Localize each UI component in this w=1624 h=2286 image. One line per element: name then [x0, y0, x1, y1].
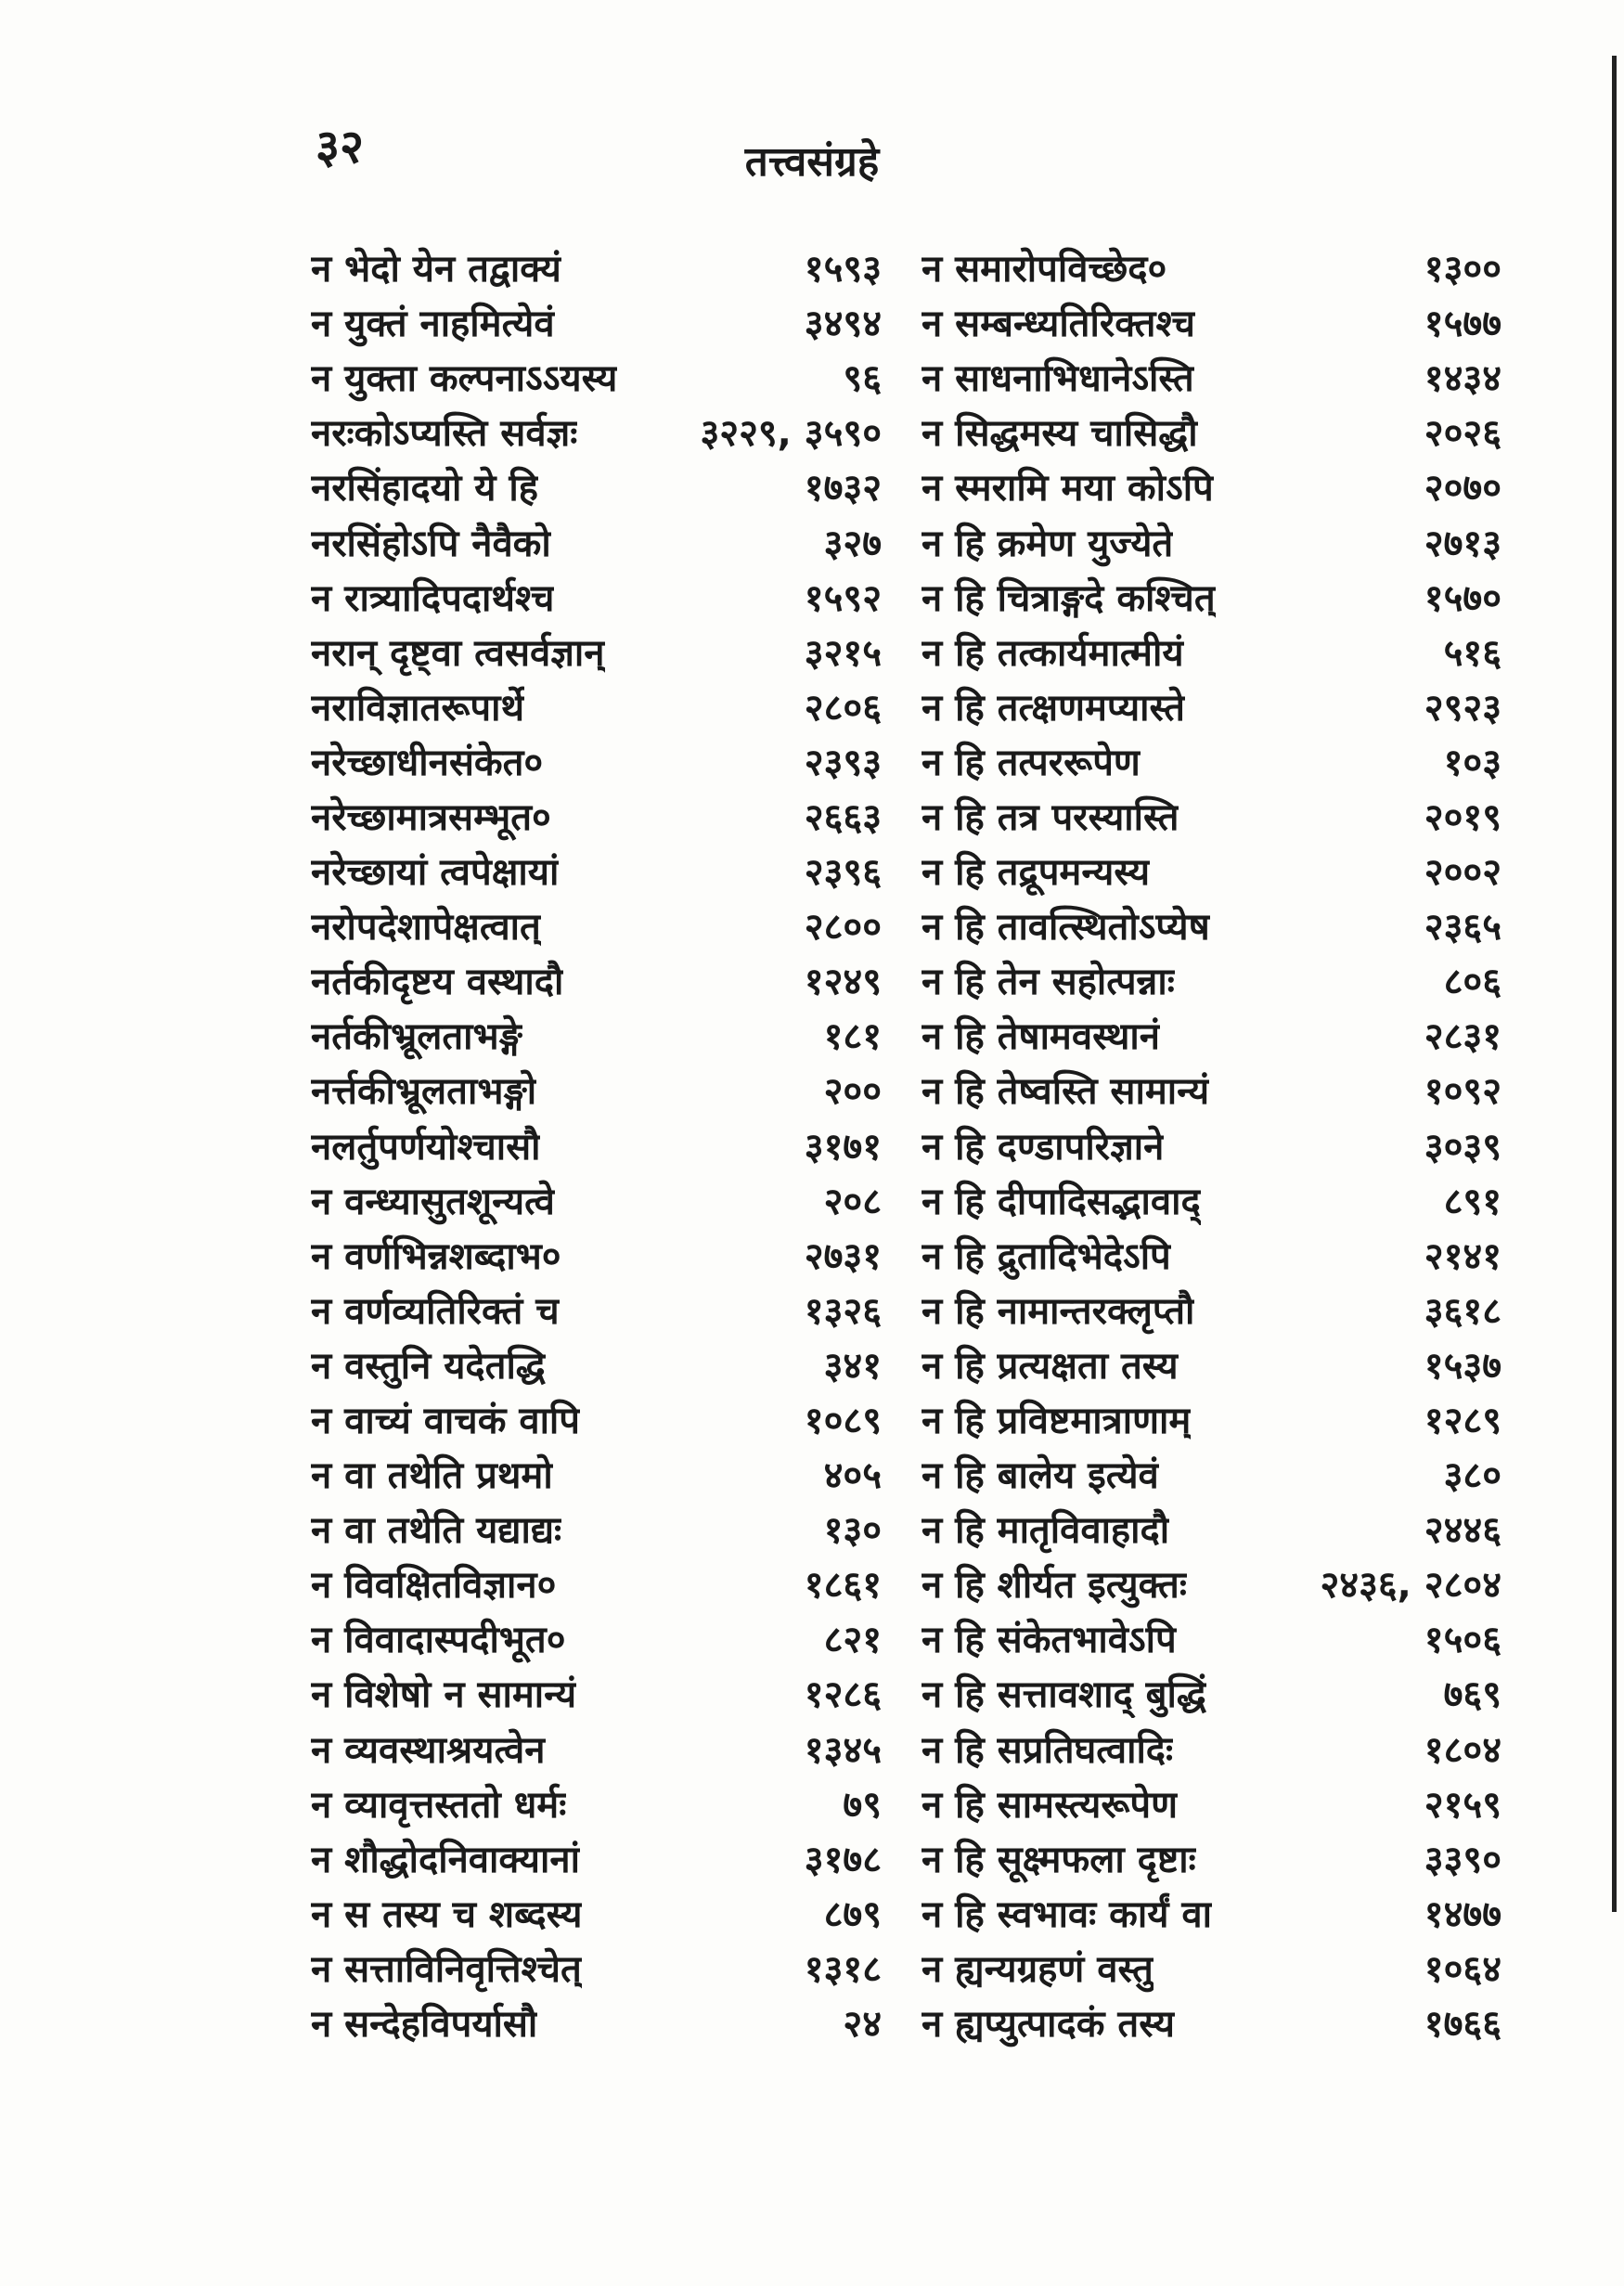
index-entry: [311, 1446, 882, 1501]
entry-verse: न ह्यन्यग्रहणं वस्तु: [922, 1947, 1154, 1991]
entry-verse: नरेच्छामात्रसम्भूत०: [311, 795, 551, 839]
entry-verse-number: ८७९: [823, 1892, 882, 1936]
entry-verse-number: १२४९: [804, 961, 882, 1004]
index-entry: [922, 1172, 1502, 1227]
entry-verse-number: १०६४: [1424, 1947, 1502, 1991]
index-entry: [922, 1940, 1502, 1995]
entry-verse-number: १७३२: [804, 467, 882, 510]
entry-verse-number: १५३७: [1424, 1344, 1502, 1388]
entry-verse: न हि प्रविष्टमात्राणाम्: [922, 1400, 1192, 1443]
index-entry: [311, 1391, 882, 1446]
index-entry: [311, 1227, 882, 1282]
index-entry: [922, 898, 1502, 952]
entry-verse: नरोपदेशापेक्षत्वात्: [311, 906, 541, 949]
entry-verse-number: २३९३: [804, 741, 882, 784]
index-entry: [922, 239, 1502, 294]
index-entry: [311, 1117, 882, 1172]
index-entry: [311, 1721, 882, 1776]
index-entry: [311, 843, 882, 898]
entry-verse: न हि तावत्स्थितोऽप्येष: [922, 906, 1210, 949]
index-entry: [311, 1501, 882, 1556]
entry-verse-number: ७९: [843, 1783, 882, 1827]
index-entry: [922, 1556, 1502, 1610]
index-entry: [922, 1446, 1502, 1501]
entry-verse-number: ८९१: [1443, 1180, 1502, 1223]
entry-verse-number: २००२: [1424, 851, 1502, 895]
entry-verse-number: ३२७: [823, 522, 882, 565]
entry-verse-number: १८१: [823, 1015, 882, 1059]
entry-verse-number: २९२३: [1424, 686, 1502, 730]
entry-verse: न हि प्रत्यक्षता तस्य: [922, 1344, 1179, 1388]
entry-verse: न हि तेष्वस्ति सामान्यं: [922, 1070, 1210, 1114]
entry-verse: नरेच्छाधीनसंकेत०: [311, 741, 544, 784]
entry-verse: न हि स्वभावः कार्यं वा: [922, 1892, 1212, 1936]
entry-verse: न स तस्य च शब्दस्य: [311, 1892, 583, 1936]
index-entry: [922, 1227, 1502, 1282]
entry-verse-number: ८२१: [823, 1619, 882, 1662]
index-entry: [922, 1885, 1502, 1940]
entry-verse-number: १४३४: [1424, 357, 1502, 401]
entry-verse: न सत्ताविनिवृत्तिश्चेत्: [311, 1947, 582, 1991]
entry-verse-number: २०२६: [1424, 412, 1502, 456]
entry-verse: न हि शीर्यत इत्युक्तः: [922, 1564, 1187, 1608]
entry-verse-number: १०३: [1443, 741, 1502, 784]
entry-verse: नरःकोऽप्यस्ति सर्वज्ञः: [311, 412, 578, 456]
index-entry: [922, 569, 1502, 624]
index-entry: [922, 458, 1502, 513]
entry-verse: न शौद्धोदनिवाक्यानां: [311, 1838, 580, 1881]
entry-verse: न हि सामस्त्यरूपेण: [922, 1783, 1179, 1827]
entry-verse-number: ९६: [843, 357, 882, 401]
index-entry: [311, 1007, 882, 1062]
entry-verse-number: १०८९: [804, 1400, 882, 1443]
entry-verse-number: १३००: [1424, 248, 1502, 291]
entry-verse-number: ३१७८: [804, 1838, 882, 1881]
index-entry: [922, 1391, 1502, 1446]
index-entry: [922, 1337, 1502, 1391]
entry-verse: न हि बालेय इत्येवं: [922, 1454, 1159, 1498]
entry-verse: न हि दण्डापरिज्ञाने: [922, 1125, 1165, 1169]
entry-verse: न स्मरामि मया कोऽपि: [922, 467, 1214, 510]
entry-verse-number: १२८६: [804, 1673, 882, 1717]
entry-verse-number: २०७०: [1424, 467, 1502, 510]
entry-verse: न हि तत्र परस्यास्ति: [922, 795, 1179, 839]
entry-verse-number: ३०३९: [1424, 1125, 1502, 1169]
index-entry: [311, 1282, 882, 1337]
entry-verse: न युक्ता कल्पनाऽऽयस्य: [311, 357, 618, 401]
index-entry: [311, 349, 882, 404]
entry-verse-number: ३२२९, ३५९०: [700, 412, 882, 456]
entry-verse: नर्त्तकीभ्रूलताभङ्गो: [311, 1070, 537, 1114]
entry-verse-number: १५७७: [1424, 303, 1502, 346]
entry-verse-number: १२८९: [1424, 1400, 1502, 1443]
entry-verse-number: ७६९: [1443, 1673, 1502, 1717]
entry-verse: नराविज्ञातरूपार्थे: [311, 686, 525, 730]
index-entry: [922, 1995, 1502, 2049]
index-entry: [311, 294, 882, 349]
entry-verse-number: २७१३: [1424, 522, 1502, 565]
index-entry: [922, 1721, 1502, 1776]
entry-verse-number: १५९३: [804, 248, 882, 291]
entry-verse-number: १५०६: [1424, 1619, 1502, 1662]
entry-verse: न हि चित्राङ्गदे कश्चित्: [922, 576, 1216, 620]
index-entry: [311, 239, 882, 294]
entry-verse-number: १३४५: [804, 1728, 882, 1772]
entry-verse-number: १५७०: [1424, 576, 1502, 620]
page-number: ३२: [316, 120, 364, 174]
entry-verse: नलर्तुपर्णयोश्चासौ: [311, 1125, 541, 1169]
entry-verse-number: ३४९४: [804, 303, 882, 346]
entry-verse: न हि सूक्ष्मफला दृष्टाः: [922, 1838, 1196, 1881]
index-entry: [311, 1062, 882, 1117]
entry-verse-number: २००: [823, 1070, 882, 1114]
entry-verse-number: १८०४: [1424, 1728, 1502, 1772]
index-entry: [311, 513, 882, 568]
index-entry: [311, 1830, 882, 1885]
entry-verse: न विशेषो न सामान्यं: [311, 1673, 577, 1717]
entry-verse-number: १४७७: [1424, 1892, 1502, 1936]
entry-verse: न हि मातृविवाहादौ: [922, 1509, 1170, 1553]
entry-verse-number: २८३१: [1424, 1015, 1502, 1059]
entry-verse-number: २४४६: [1424, 1509, 1502, 1553]
entry-verse-number: ३२१५: [804, 631, 882, 675]
index-entry: [311, 1556, 882, 1610]
index-entry: [311, 1776, 882, 1830]
entry-verse: न हि तत्क्षणमप्यास्ते: [922, 686, 1185, 730]
index-entry: [311, 733, 882, 788]
entry-verse: न वाच्यं वाचकं वापि: [311, 1400, 581, 1443]
entry-verse: न व्यावृत्तस्ततो धर्मः: [311, 1783, 567, 1827]
index-entry: [922, 788, 1502, 843]
index-entry: [311, 1885, 882, 1940]
index-entry: [922, 513, 1502, 568]
entry-verse: नरेच्छायां त्वपेक्षायां: [311, 851, 560, 895]
entry-verse: न ह्यप्युत्पादकं तस्य: [922, 2003, 1175, 2047]
index-entry: [922, 404, 1502, 458]
entry-verse-number: १८६१: [804, 1564, 882, 1608]
entry-verse-number: २४३६, २८०४: [1320, 1564, 1502, 1608]
entry-verse-number: ३१७१: [804, 1125, 882, 1169]
index-entry: [311, 952, 882, 1007]
index-entry: [311, 404, 882, 458]
entry-verse: नरसिंहोऽपि नैवैको: [311, 522, 551, 565]
entry-verse: न हि तत्पररूपेण: [922, 741, 1141, 784]
entry-verse-number: १७६६: [1424, 2003, 1502, 2047]
entry-verse: न समारोपविच्छेद०: [922, 248, 1167, 291]
index-entry: [922, 1282, 1502, 1337]
entry-verse: न विवक्षितविज्ञान०: [311, 1564, 557, 1608]
index-entry: [922, 733, 1502, 788]
entry-verse-number: २०८: [823, 1180, 882, 1223]
entry-verse-number: २१४१: [1424, 1234, 1502, 1278]
entry-verse-number: १५९२: [804, 576, 882, 620]
entry-verse: न हि तेन सहोत्पन्नाः: [922, 961, 1175, 1004]
entry-verse-number: ३६१८: [1424, 1289, 1502, 1333]
entry-verse: न हि क्रमेण युज्येते: [922, 522, 1174, 565]
entry-verse-number: १३२६: [804, 1289, 882, 1333]
entry-verse: न वा तथेति यद्याद्यः: [311, 1509, 562, 1553]
entry-verse: न व्यवस्थाश्रयत्वेन: [311, 1728, 546, 1772]
entry-verse: न भेदो येन तद्वाक्यं: [311, 248, 561, 291]
index-entry: [922, 1830, 1502, 1885]
entry-verse-number: १३०: [823, 1509, 882, 1553]
entry-verse-number: १०९२: [1424, 1070, 1502, 1114]
entry-verse: नर्तकीदृष्टय वस्थादौ: [311, 961, 564, 1004]
entry-verse-number: ५१६: [1443, 631, 1502, 675]
entry-verse: नर्तकीभ्रूलताभङ्गे: [311, 1015, 522, 1059]
index-entry: [311, 898, 882, 952]
index-entry: [311, 458, 882, 513]
entry-verse: न सिद्धमस्य चासिद्धौ: [922, 412, 1198, 456]
entry-verse: न सन्देहविपर्यासौ: [311, 2003, 538, 2047]
entry-verse: न वन्ध्यासुतशून्यत्वे: [311, 1180, 555, 1223]
entry-verse: न वस्तुनि यदेतद्धि: [311, 1344, 546, 1388]
entry-verse-number: २०१९: [1424, 795, 1502, 839]
index-entry: [922, 1007, 1502, 1062]
index-entry: [311, 1337, 882, 1391]
entry-verse: न साधनाभिधानेऽस्ति: [922, 357, 1194, 401]
entry-verse: न वर्णव्यतिरिक्तं च: [311, 1289, 560, 1333]
entry-verse: न हि नामान्तरक्लृप्तौ: [922, 1289, 1195, 1333]
entry-verse-number: ८०६: [1443, 961, 1502, 1004]
entry-verse: न सम्बन्ध्यतिरिक्तश्च: [922, 303, 1195, 346]
index-entry: [311, 624, 882, 678]
index-entry: [922, 294, 1502, 349]
entry-verse-number: ३८०: [1443, 1454, 1502, 1498]
entry-verse-number: २३६५: [1424, 906, 1502, 949]
entry-verse-number: २४: [843, 2003, 882, 2047]
entry-verse-number: २८००: [804, 906, 882, 949]
entry-verse: नरसिंहादयो ये हि: [311, 467, 539, 510]
entry-verse: न हि द्रुतादिभेदेऽपि: [922, 1234, 1171, 1278]
index-entry: [311, 1172, 882, 1227]
entry-verse: न हि सप्रतिघत्वादिः: [922, 1728, 1174, 1772]
entry-verse-number: २१५९: [1424, 1783, 1502, 1827]
entry-verse: न रात्र्यादिपदार्थश्च: [311, 576, 555, 620]
entry-verse-number: ३३९०: [1424, 1838, 1502, 1881]
entry-verse: न वा तथेति प्रथमो: [311, 1454, 553, 1498]
entry-verse: न युक्तं नाहमित्येवं: [311, 303, 555, 346]
entry-verse: न हि संकेतभावेऽपि: [922, 1619, 1177, 1662]
index-entry: [922, 624, 1502, 678]
index-entry: [922, 349, 1502, 404]
entry-verse-number: २८०६: [804, 686, 882, 730]
entry-verse: न हि सत्तावशाद् बुद्धिं: [922, 1673, 1206, 1717]
page-title: तत्त्वसंग्रहे: [744, 138, 880, 186]
index-entry: [311, 788, 882, 843]
index-entry: [922, 678, 1502, 733]
page-edge-rule: [1612, 56, 1617, 1912]
index-entry: [922, 952, 1502, 1007]
index-entry: [922, 1665, 1502, 1720]
entry-verse: न वर्णभिन्नशब्दाभ०: [311, 1234, 561, 1278]
index-entry: [311, 1610, 882, 1665]
entry-verse-number: १३१८: [804, 1947, 882, 1991]
entry-verse: नरान् दृष्ट्वा त्वसर्वज्ञान्: [311, 631, 605, 675]
index-entry: [922, 1117, 1502, 1172]
entry-verse-number: ४०५: [823, 1454, 882, 1498]
index-entry: [311, 1940, 882, 1995]
entry-verse-number: ३४१: [823, 1344, 882, 1388]
entry-verse-number: २६६३: [804, 795, 882, 839]
index-entry: [922, 1610, 1502, 1665]
entry-verse: न विवादास्पदीभूत०: [311, 1619, 566, 1662]
index-entry: [311, 1665, 882, 1720]
entry-verse: न हि तद्रूपमन्यस्य: [922, 851, 1151, 895]
index-entry: [922, 1776, 1502, 1830]
entry-verse: न हि दीपादिसद्भावाद्: [922, 1180, 1201, 1223]
entry-verse: न हि तेषामवस्थानं: [922, 1015, 1160, 1059]
right-index-column: [922, 239, 1502, 2049]
index-entry: [311, 1995, 882, 2049]
index-entry: [311, 678, 882, 733]
index-entry: [922, 843, 1502, 898]
index-entry: [311, 569, 882, 624]
entry-verse-number: २७३१: [804, 1234, 882, 1278]
entry-verse-number: २३९६: [804, 851, 882, 895]
index-entry: [922, 1062, 1502, 1117]
index-entry: [922, 1501, 1502, 1556]
left-index-column: [311, 239, 882, 2049]
entry-verse: न हि तत्कार्यमात्मीयं: [922, 631, 1184, 675]
